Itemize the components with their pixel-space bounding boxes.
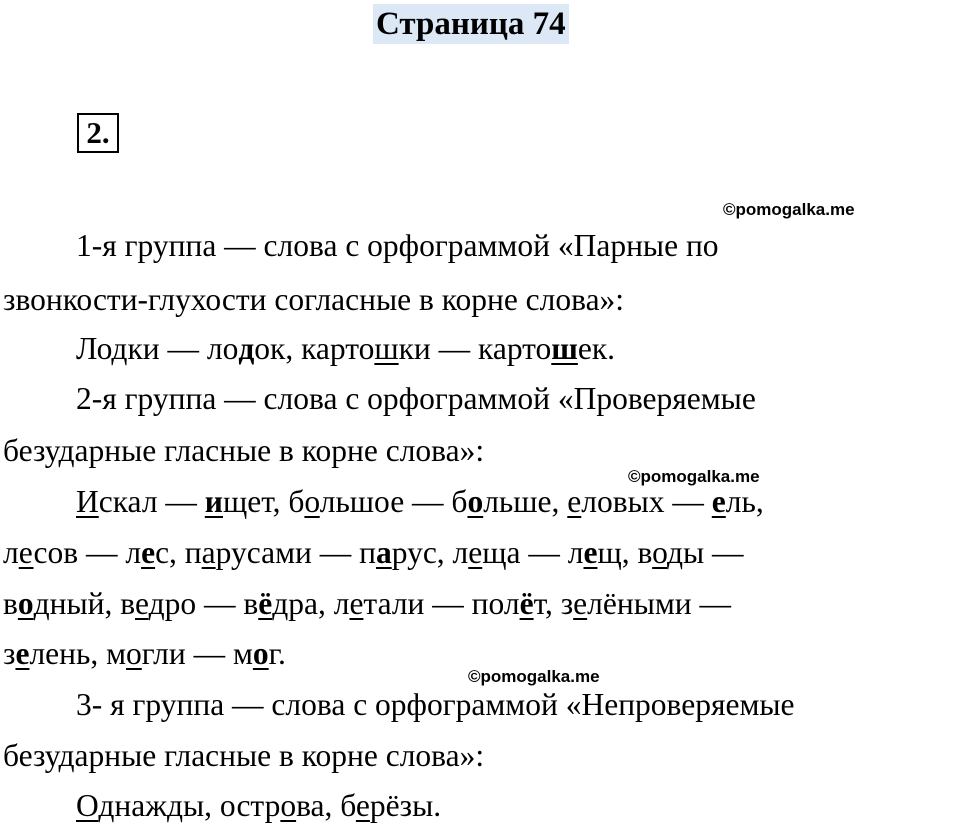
text: дный, в bbox=[33, 586, 135, 621]
group2-words-line2 bbox=[3, 533, 744, 573]
marked-letter: д bbox=[238, 331, 255, 366]
marked-letter: е bbox=[573, 586, 588, 621]
page-title: Страница 74 bbox=[373, 4, 569, 44]
group2-words-line3 bbox=[3, 584, 731, 624]
group2-words-line4 bbox=[3, 634, 286, 674]
marked-letter: ё bbox=[258, 586, 273, 621]
group3-words bbox=[76, 786, 441, 826]
text: з bbox=[3, 636, 16, 671]
watermark: ©pomogalka.me bbox=[723, 200, 855, 219]
group2-intro-line1: 2-я группа — слова с орфограммой «Проверяемые bbox=[76, 381, 756, 416]
marked-letter: о bbox=[252, 636, 269, 671]
text: скал — bbox=[98, 484, 205, 519]
task-number-box: 2. bbox=[77, 113, 119, 153]
marked-letter: о bbox=[304, 484, 320, 519]
group1-words bbox=[76, 329, 615, 369]
marked-letter: е bbox=[349, 586, 364, 621]
text: ды — bbox=[666, 535, 744, 570]
marked-letter: е bbox=[18, 535, 34, 570]
group3-intro-line2: безударные гласные в корне слова»: bbox=[3, 738, 485, 773]
marked-letter: ш bbox=[551, 331, 578, 366]
text: лёными — bbox=[587, 586, 732, 621]
group3-intro-line1: 3- я группа — слова с орфограммой «Непроверяемые bbox=[76, 687, 795, 722]
marked-letter: И bbox=[76, 484, 99, 519]
watermark: ©pomogalka.me bbox=[468, 667, 600, 686]
marked-letter: о bbox=[652, 535, 667, 570]
marked-letter: и bbox=[204, 484, 223, 519]
marked-letter: о bbox=[17, 586, 34, 621]
text: дра, л bbox=[272, 586, 350, 621]
marked-letter: о bbox=[280, 788, 297, 823]
marked-letter: О bbox=[76, 788, 99, 823]
text: рёзы. bbox=[369, 788, 442, 823]
marked-letter: а bbox=[201, 535, 216, 570]
marked-letter: о bbox=[467, 484, 484, 519]
marked-letter: е bbox=[355, 788, 370, 823]
text: рус, л bbox=[391, 535, 469, 570]
marked-letter: е bbox=[134, 586, 149, 621]
text: ловых — bbox=[581, 484, 712, 519]
text: щ, в bbox=[597, 535, 653, 570]
text: русами — п bbox=[215, 535, 376, 570]
group1-intro-line2: звонкости-глухости согласные в корне слова»: bbox=[3, 282, 625, 317]
text: льшое — б bbox=[319, 484, 468, 519]
marked-letter: е bbox=[711, 484, 726, 519]
marked-letter: е bbox=[15, 636, 30, 671]
text: тали — пол bbox=[363, 586, 520, 621]
text: ща — л bbox=[482, 535, 584, 570]
text: днажды, остр bbox=[98, 788, 281, 823]
text: ок, карто bbox=[254, 331, 375, 366]
marked-letter: ё bbox=[519, 586, 534, 621]
marked-letter: ш bbox=[374, 331, 399, 366]
text: Лодки — ло bbox=[76, 331, 239, 366]
text: щет, б bbox=[222, 484, 305, 519]
marked-letter: е bbox=[583, 535, 598, 570]
text: ва, б bbox=[296, 788, 356, 823]
text: лень, м bbox=[29, 636, 127, 671]
text: т, з bbox=[533, 586, 574, 621]
marked-letter: е bbox=[567, 484, 582, 519]
text: ек. bbox=[577, 331, 616, 366]
text: сов — л bbox=[33, 535, 142, 570]
text: с, п bbox=[155, 535, 202, 570]
text: ль, bbox=[725, 484, 764, 519]
marked-letter: а bbox=[375, 535, 392, 570]
marked-letter: о bbox=[126, 636, 142, 671]
text: г. bbox=[268, 636, 286, 671]
group2-intro-line2: безударные гласные в корне слова»: bbox=[3, 433, 485, 468]
text: ки — карто bbox=[398, 331, 552, 366]
text: л bbox=[3, 535, 19, 570]
marked-letter: е bbox=[141, 535, 156, 570]
group2-words-line1 bbox=[76, 482, 764, 522]
text: гли — м bbox=[141, 636, 253, 671]
watermark: ©pomogalka.me bbox=[628, 467, 760, 486]
text: в bbox=[3, 586, 18, 621]
group1-intro-line1: 1-я группа — слова с орфограммой «Парные по bbox=[76, 228, 719, 263]
text: дро — в bbox=[148, 586, 259, 621]
text: льше, bbox=[483, 484, 568, 519]
marked-letter: е bbox=[468, 535, 483, 570]
